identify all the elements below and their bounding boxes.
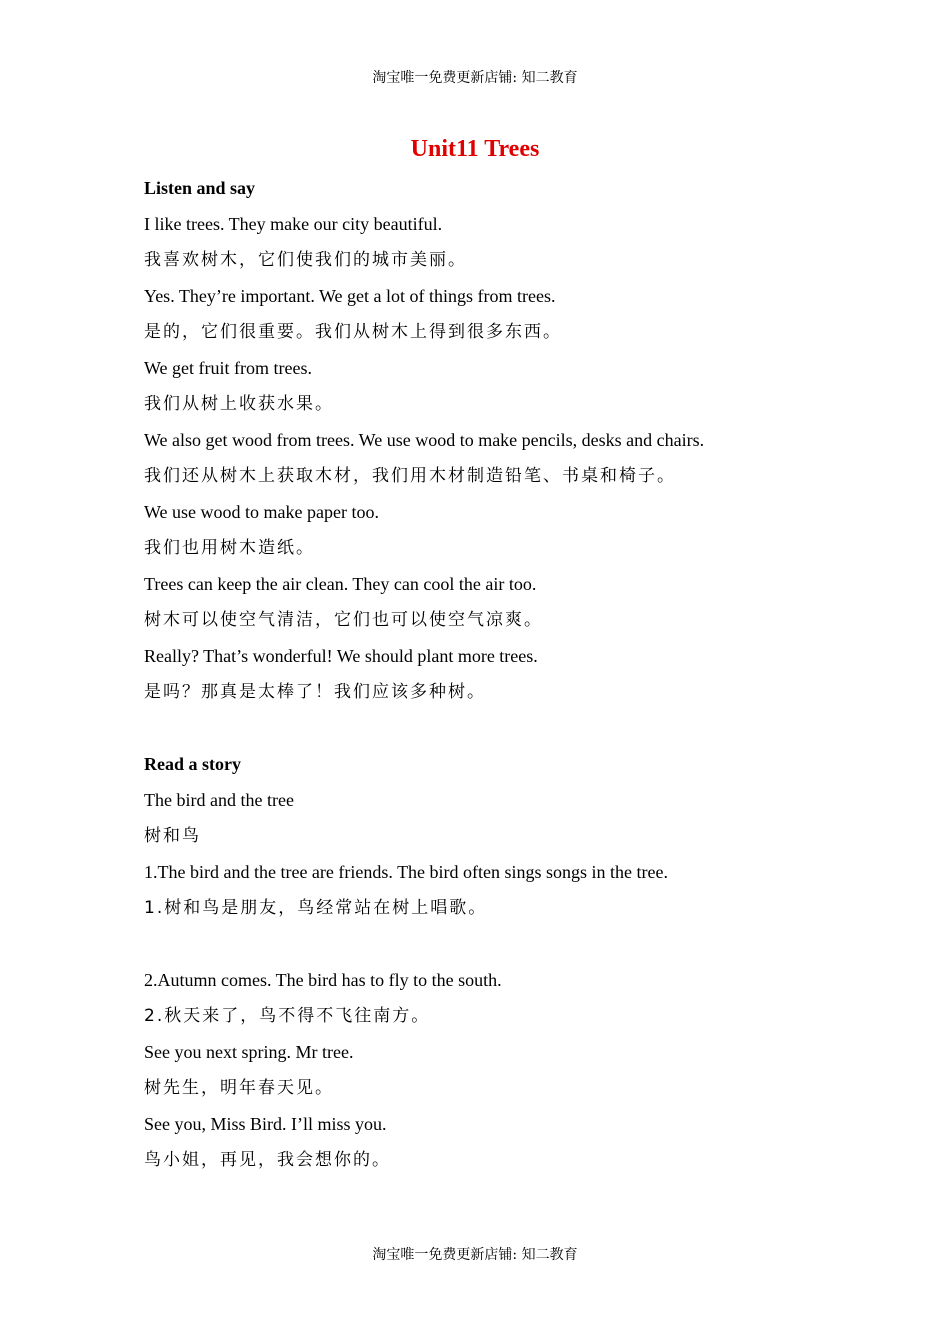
english-text-line: 1.The bird and the tree are friends. The bird often sings songs in the tree. (144, 862, 669, 882)
chinese-translation-line: 我喜欢树木，它们使我们的城市美丽。 (144, 250, 467, 270)
chinese-translation-line: 树先生，明年春天见。 (144, 1078, 334, 1098)
chinese-translation-line: 我们也用树木造纸。 (144, 538, 315, 558)
chinese-translation-line: 是的，它们很重要。我们从树木上得到很多东西。 (144, 322, 562, 342)
chinese-translation-line: 鸟小姐，再见，我会想你的。 (144, 1150, 391, 1170)
english-text-line: See you next spring. Mr tree. (144, 1042, 354, 1062)
blank-line (144, 710, 844, 746)
english-text-line: Yes. They’re important. We get a lot of things from trees. (144, 286, 556, 306)
english-text-line: We get fruit from trees. (144, 358, 312, 378)
section-heading: Read a story (144, 754, 241, 774)
page-footer: 淘宝唯一免费更新店铺: 知二教育 (372, 1247, 578, 1263)
english-text-line: Trees can keep the air clean. They can cool the air too. (144, 574, 537, 594)
english-text-line: 2.Autumn comes. The bird has to fly to the south. (144, 970, 502, 990)
english-text-line: We also get wood from trees. We use wood to make pencils, desks and chairs. (144, 430, 705, 450)
chinese-translation-line: 树和鸟 (144, 826, 201, 846)
english-text-line: See you, Miss Bird. I’ll miss you. (144, 1114, 387, 1134)
english-text-line: We use wood to make paper too. (144, 502, 379, 522)
chinese-translation-line: 树木可以使空气清洁，它们也可以使空气凉爽。 (144, 610, 543, 630)
chinese-translation-line: 是吗？那真是太棒了！我们应该多种树。 (144, 682, 486, 702)
section-heading: Listen and say (144, 178, 256, 198)
chinese-translation-line: 我们还从树木上获取木材，我们用木材制造铅笔、书桌和椅子。 (144, 466, 676, 486)
chinese-translation-line: 2.秋天来了，鸟不得不飞往南方。 (144, 1006, 431, 1026)
blank-line (144, 926, 844, 962)
english-text-line: Really? That’s wonderful! We should plant more trees. (144, 646, 538, 666)
english-text-line: The bird and the tree (144, 790, 294, 810)
page-header: 淘宝唯一免费更新店铺: 知二教育 (372, 70, 578, 86)
document-body (144, 170, 844, 1178)
document-title: Unit11 Trees (410, 136, 540, 162)
chinese-translation-line: 我们从树上收获水果。 (144, 394, 334, 414)
english-text-line: I like trees. They make our city beautiful. (144, 214, 443, 234)
chinese-translation-line: 1.树和鸟是朋友，鸟经常站在树上唱歌。 (144, 898, 488, 918)
